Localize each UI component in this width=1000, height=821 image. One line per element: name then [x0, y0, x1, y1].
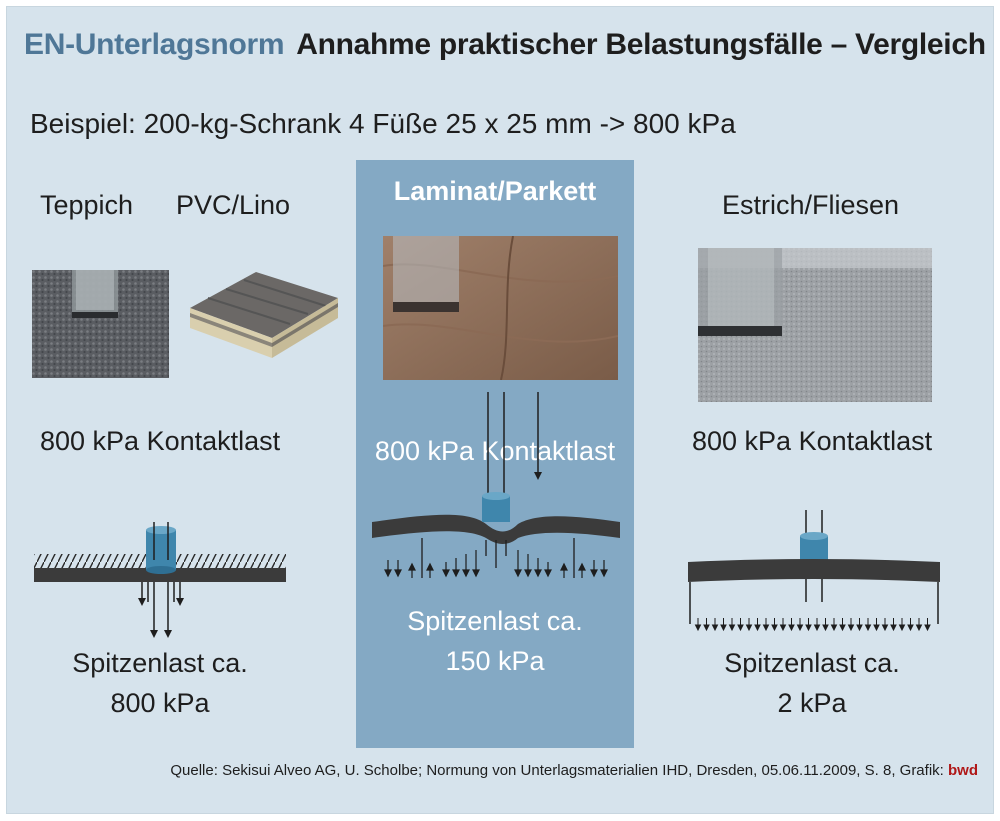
estrich-load-arrowhead	[874, 625, 879, 630]
laminat-load-diagram	[368, 392, 624, 596]
estrich-load-arrowhead	[764, 625, 769, 630]
laminat-heading: Laminat/Parkett	[393, 176, 597, 206]
source-text: Quelle: Sekisui Alveo AG, U. Scholbe; Normung von Unterlagsmaterialien IHD, Dresden, 05.06.11.2009, S. 8, Grafik:	[170, 762, 944, 779]
estrich-load-arrowhead	[840, 625, 845, 630]
estrich-load-arrowhead	[815, 625, 820, 630]
laminat-photo	[383, 236, 618, 380]
estrich-load-arrowhead	[857, 625, 862, 630]
title-brand: EN-Unterlagsnorm	[24, 28, 285, 61]
estrich-load-arrowhead	[738, 625, 743, 630]
estrich-load-arrowhead	[823, 625, 828, 630]
estrich-load-arrowhead	[781, 625, 786, 630]
pvc-label: PVC/Lino	[176, 190, 291, 220]
estrich-load-arrowhead	[789, 625, 794, 630]
teppich-label: Teppich	[40, 190, 134, 220]
teppich-peak-line1: Spitzenlast ca.	[72, 648, 248, 678]
title-main: Annahme praktischer Belastungsfälle – Vergleich	[296, 28, 986, 61]
laminat-peak-line2: 150 kPa	[445, 646, 545, 676]
estrich-load-arrowhead	[900, 625, 905, 630]
pvc-photo	[186, 268, 342, 378]
estrich-load-arrowhead	[832, 625, 837, 630]
laminat-peak-line1: Spitzenlast ca.	[407, 606, 583, 636]
estrich-load-arrowhead	[917, 625, 922, 630]
estrich-photo	[698, 248, 932, 402]
source-brand: bwd	[948, 762, 978, 779]
estrich-load-arrowhead	[883, 625, 888, 630]
estrich-peak-line1: Spitzenlast ca.	[724, 648, 900, 678]
estrich-load-diagram	[684, 506, 944, 636]
source-credit	[170, 762, 978, 779]
estrich-load-arrowhead	[806, 625, 811, 630]
estrich-label: Estrich/Fliesen	[722, 190, 900, 220]
teppich-photo	[32, 270, 169, 378]
estrich-load-arrowhead	[772, 625, 777, 630]
estrich-load-arrowhead	[866, 625, 871, 630]
estrich-load-arrowhead	[925, 625, 930, 630]
estrich-load-arrowhead	[849, 625, 854, 630]
estrich-load-arrowhead	[696, 625, 701, 630]
estrich-load-arrowhead	[798, 625, 803, 630]
estrich-load-arrowhead	[755, 625, 760, 630]
teppich-load-diagram	[30, 520, 292, 640]
laminat-contact-label: 800 kPa Kontaktlast	[374, 436, 616, 466]
estrich-load-arrowhead	[747, 625, 752, 630]
teppich-contact-label: 800 kPa Kontaktlast	[40, 426, 281, 456]
teppich-peak-line2: 800 kPa	[110, 688, 210, 718]
estrich-load-arrowhead	[704, 625, 709, 630]
estrich-load-arrowhead	[721, 625, 726, 630]
estrich-load-arrowhead	[730, 625, 735, 630]
page-title	[24, 28, 986, 62]
estrich-load-arrowhead	[891, 625, 896, 630]
estrich-peak-line2: 2 kPa	[777, 688, 847, 718]
example-text: Beispiel: 200-kg-Schrank 4 Füße 25 x 25 mm -> 800 kPa	[30, 108, 736, 139]
estrich-load-arrowhead	[713, 625, 718, 630]
estrich-load-arrowhead	[908, 625, 913, 630]
estrich-contact-label: 800 kPa Kontaktlast	[692, 426, 933, 456]
